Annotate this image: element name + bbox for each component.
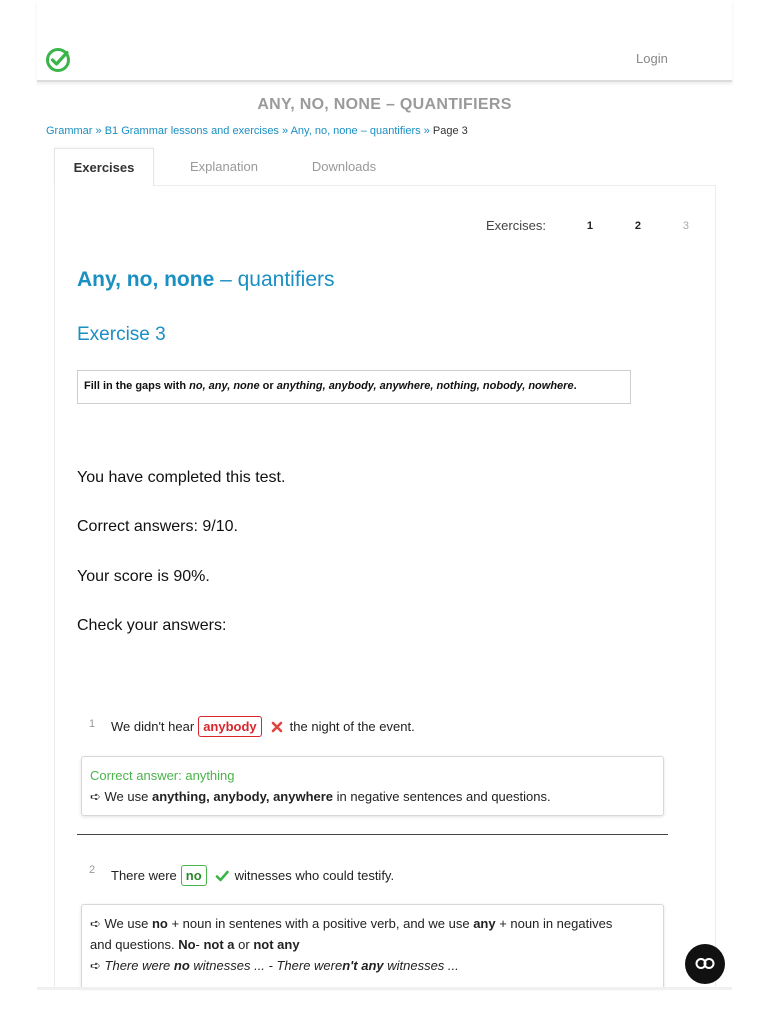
question-2 (111, 865, 394, 886)
example-text: There were (100, 958, 174, 973)
example-line (90, 955, 655, 976)
arrow-icon: ➪ (90, 789, 101, 804)
correct-answer-text: Correct answer: anything (90, 768, 235, 783)
breadcrumb-item-grammar[interactable]: Grammar (46, 125, 93, 137)
breadcrumb-item-quantifiers[interactable]: Any, no, none – quantifiers (290, 125, 421, 137)
explanation-bold: any (473, 916, 496, 931)
exercise-pagination (486, 218, 710, 233)
feedback-box (81, 904, 664, 988)
login-link[interactable]: Login (636, 51, 668, 66)
explanation-text: and questions. (90, 937, 179, 952)
instruction-end: . (573, 380, 577, 392)
example-text: witnesses ... - There were (189, 958, 343, 973)
exercise-page-1[interactable]: 1 (586, 219, 594, 232)
check-answers-heading: Check your answers: (77, 617, 227, 634)
breadcrumb-separator: » (95, 125, 102, 137)
question-text-before: We didn't hear (111, 719, 195, 734)
question-text-after: the night of the event. (289, 719, 415, 734)
explanation-text: - (195, 937, 204, 952)
heading-rest: – quantifiers (214, 268, 335, 291)
explanation-line (90, 934, 655, 955)
breadcrumb-separator: » (423, 125, 430, 137)
explanation-bold: No (178, 937, 196, 952)
example-bold: n't any (342, 958, 384, 973)
arrow-icon: ➪ (90, 958, 101, 973)
cross-icon (270, 720, 284, 734)
breadcrumb-separator: » (282, 125, 289, 137)
tab-explanation[interactable]: Explanation (190, 159, 258, 174)
exercise-page-3: 3 (682, 219, 690, 232)
question-text-before: There were (111, 868, 177, 883)
top-navigation-bar (37, 0, 732, 82)
exercise-pagination-label: Exercises: (486, 218, 546, 233)
question-number: 1 (89, 718, 96, 730)
tab-exercises[interactable]: Exercises (54, 148, 154, 186)
question-number: 2 (89, 864, 96, 876)
explanation-bold: not a (203, 937, 235, 952)
score-text: Your score is 90%. (77, 568, 210, 585)
explanation-bold: anything, anybody, anywhere (151, 789, 334, 804)
example-text: witnesses ... (383, 958, 459, 973)
tab-downloads[interactable]: Downloads (311, 159, 377, 174)
question-divider (77, 834, 668, 835)
heading-bold: Any, no, none (77, 268, 215, 291)
exercise-title: Exercise 3 (77, 324, 166, 345)
answer-wrong: anybody (198, 716, 261, 737)
explanation-bold: no (151, 916, 168, 931)
page-title: ANY, NO, NONE – QUANTIFIERS (257, 96, 512, 113)
arrow-icon: ➪ (90, 916, 101, 931)
answer-correct: no (181, 865, 207, 886)
explanation-line (90, 786, 655, 807)
footer-divider (37, 987, 732, 990)
instruction-words-2: anything, anybody, anywhere, nothing, nobody, nowhere (276, 380, 574, 392)
exercise-page-2[interactable]: 2 (634, 219, 642, 232)
question-text-after: witnesses who could testify. (234, 868, 395, 883)
correct-answers-count: Correct answers: 9/10. (77, 518, 238, 535)
explanation-bold: not any (253, 937, 300, 952)
completed-message: You have completed this test. (77, 469, 286, 486)
instruction-box (77, 370, 631, 404)
explanation-text: We use (100, 916, 152, 931)
explanation-text: + noun in negatives (495, 916, 613, 931)
instruction-mid: or (259, 380, 277, 392)
example-bold: no (173, 958, 190, 973)
breadcrumb (46, 125, 468, 137)
tab-bar (54, 148, 414, 186)
explanation-text: We use (100, 789, 152, 804)
instruction-words-1: no, any, none (189, 380, 260, 392)
question-1 (111, 716, 415, 737)
exercise-main-heading (77, 268, 335, 292)
check-circle-icon[interactable] (45, 47, 71, 73)
breadcrumb-current: Page 3 (432, 125, 468, 137)
explanation-text: or (234, 937, 254, 952)
instruction-lead: Fill in the gaps with (84, 380, 190, 392)
explanation-line (90, 913, 655, 934)
explanation-text: in negative sentences and questions. (333, 789, 551, 804)
feedback-box (81, 756, 664, 816)
breadcrumb-item-b1[interactable]: B1 Grammar lessons and exercises (104, 125, 279, 137)
explanation-text: + noun in sentenes with a positive verb, and we use (167, 916, 474, 931)
check-icon (215, 869, 229, 883)
chat-bubble-icon[interactable] (685, 944, 725, 984)
